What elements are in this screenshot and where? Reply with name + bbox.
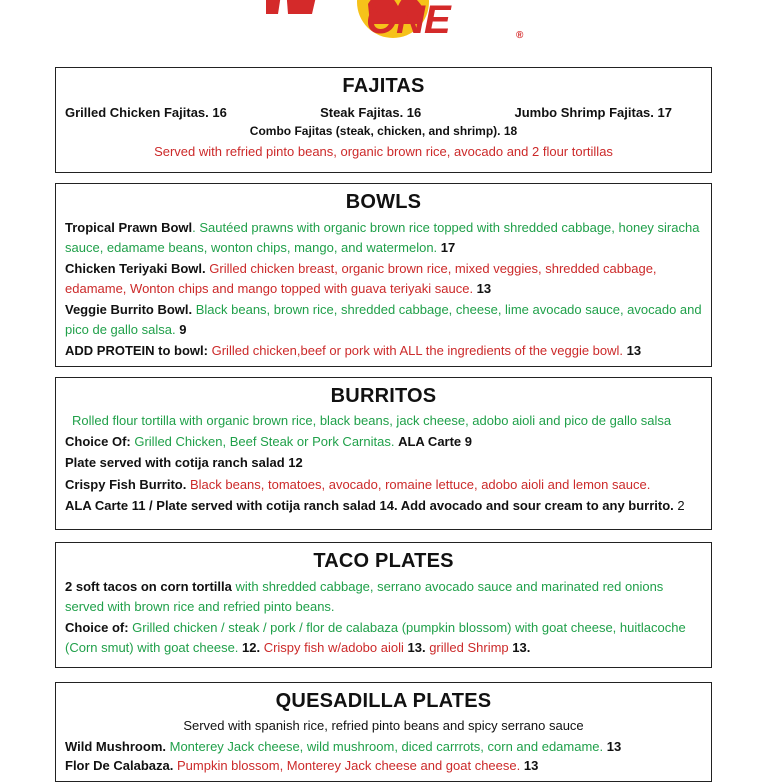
burritos-choice: [65, 432, 702, 452]
quesadilla-title: QUESADILLA PLATES: [275, 690, 492, 712]
item-name: Veggie Burrito Bowl.: [65, 302, 193, 317]
item-price: 9: [175, 321, 187, 337]
item-description: Monterey Jack cheese, wild mushroom, diced carrrots, corn and edamame.: [166, 738, 604, 754]
choice-label: Choice of:: [65, 620, 129, 635]
item-price: 13: [520, 758, 539, 773]
menu-item-chicken-teriyaki-bowl: [65, 259, 702, 298]
item-description: Black beans, tomatoes, avocado, romaine lettuce, adobo aioli and lemon sauce.: [186, 476, 651, 492]
burritos-title: BURRITOS: [330, 385, 437, 407]
fajitas-note: Served with refried pinto beans, organic brown rice, avocado and 2 flour tortillas: [154, 143, 613, 159]
burritos-fish-price: [65, 496, 702, 516]
fajitas-item-chicken: Grilled Chicken Fajitas. 16: [65, 105, 227, 120]
fajitas-item-shrimp: Jumbo Shrimp Fajitas. 17: [514, 105, 672, 120]
choice-price: 12.: [238, 639, 261, 655]
fajitas-section: [55, 67, 712, 173]
choice-label: Choice Of:: [65, 433, 131, 449]
burritos-plate: Plate served with cotija ranch salad 12: [65, 455, 303, 470]
burritos-intro: Rolled flour tortilla with organic brown rice, black beans, jack cheese, adobo aioli and pico de gallo salsa: [72, 413, 672, 428]
registered-mark: ®: [516, 30, 524, 41]
item-name: Tropical Prawn Bowl: [65, 220, 193, 235]
shrimp-description: grilled Shrimp: [425, 639, 509, 655]
menu-item-flor-de-calabaza: [65, 756, 702, 776]
shrimp-price: 13.: [508, 639, 531, 655]
fish-price: 13.: [403, 639, 426, 655]
burritos-section: [55, 377, 712, 530]
fajitas-title: FAJITAS: [342, 75, 425, 97]
quesadilla-intro: Served with spanish rice, refried pinto beans and spicy serrano sauce: [183, 718, 584, 733]
taco-plates-choice: [65, 618, 702, 657]
restaurant-logo: [258, 0, 538, 46]
logo-text: ONE: [366, 0, 450, 42]
item-name: ADD PROTEIN to bowl:: [65, 343, 208, 358]
menu-item-add-protein: [65, 341, 702, 361]
intro-description: with shredded cabbage, serrano avocado sauce and marinated red onions served with brown rice and refried pinto beans.: [65, 579, 664, 614]
item-name: Crispy Fish Burrito.: [65, 476, 187, 492]
fajitas-item-steak: Steak Fajitas. 16: [320, 105, 422, 120]
logo-letter-fragment: [266, 0, 282, 14]
quesadilla-section: [55, 682, 712, 782]
item-price: 13: [603, 738, 622, 754]
item-name: Flor De Calabaza.: [65, 758, 174, 773]
extra-price: 2: [673, 498, 685, 513]
item-price: 13: [623, 343, 642, 358]
item-description: Pumpkin blossom, Monterey Jack cheese and goat cheese.: [173, 758, 521, 773]
item-name: Chicken Teriyaki Bowl.: [65, 261, 206, 276]
menu-item-tropical-prawn-bowl: [65, 218, 702, 257]
bowls-title: BOWLS: [345, 191, 422, 213]
menu-item-veggie-burrito-bowl: [65, 300, 702, 339]
bowls-section: [55, 183, 712, 367]
item-price: 17: [437, 239, 456, 255]
item-description: Grilled chicken,beef or pork with ALL the ingredients of the veggie bowl.: [208, 343, 624, 358]
menu-item-wild-mushroom: [65, 737, 702, 757]
choice-price: ALA Carte 9: [398, 433, 473, 449]
item-price: 13: [473, 280, 492, 296]
menu-item-crispy-fish-burrito: [65, 475, 702, 495]
choice-description: Grilled chicken / steak / pork / flor de calabaza (pumpkin blossom) with goat cheese, huitlacoche (Corn smut) with goat cheese.: [65, 620, 686, 655]
fajitas-combo: Combo Fajitas (steak, chicken, and shrimp). 18: [249, 124, 518, 138]
logo-letter-fragment: [286, 0, 318, 14]
taco-plates-intro: [65, 577, 702, 616]
intro-label: 2 soft tacos on corn tortilla: [65, 579, 232, 594]
item-description: Black beans, brown rice, shredded cabbage, cheese, lime avocado sauce, avocado and pico de gallo salsa.: [65, 302, 702, 337]
fish-description: Crispy fish w/adobo aioli: [260, 639, 404, 655]
item-description: . Sautéed prawns with organic brown rice topped with shredded cabbage, honey siracha sauce, edamame beans, wonton chips, mango, and watermelon.: [65, 220, 700, 255]
item-price: ALA Carte 11 / Plate served with cotija ranch salad 14. Add avocado and sour cream to any burrito.: [65, 498, 674, 513]
taco-plates-title: TACO PLATES: [313, 550, 454, 572]
taco-plates-section: [55, 542, 712, 668]
item-name: Wild Mushroom.: [65, 738, 166, 754]
item-description: Grilled chicken breast, organic brown rice, mixed veggies, shredded cabbage, edamame, Wonton chips and mango topped with guava teriyaki sauce.: [65, 261, 657, 296]
choice-description: Grilled Chicken, Beef Steak or Pork Carnitas.: [130, 433, 399, 449]
